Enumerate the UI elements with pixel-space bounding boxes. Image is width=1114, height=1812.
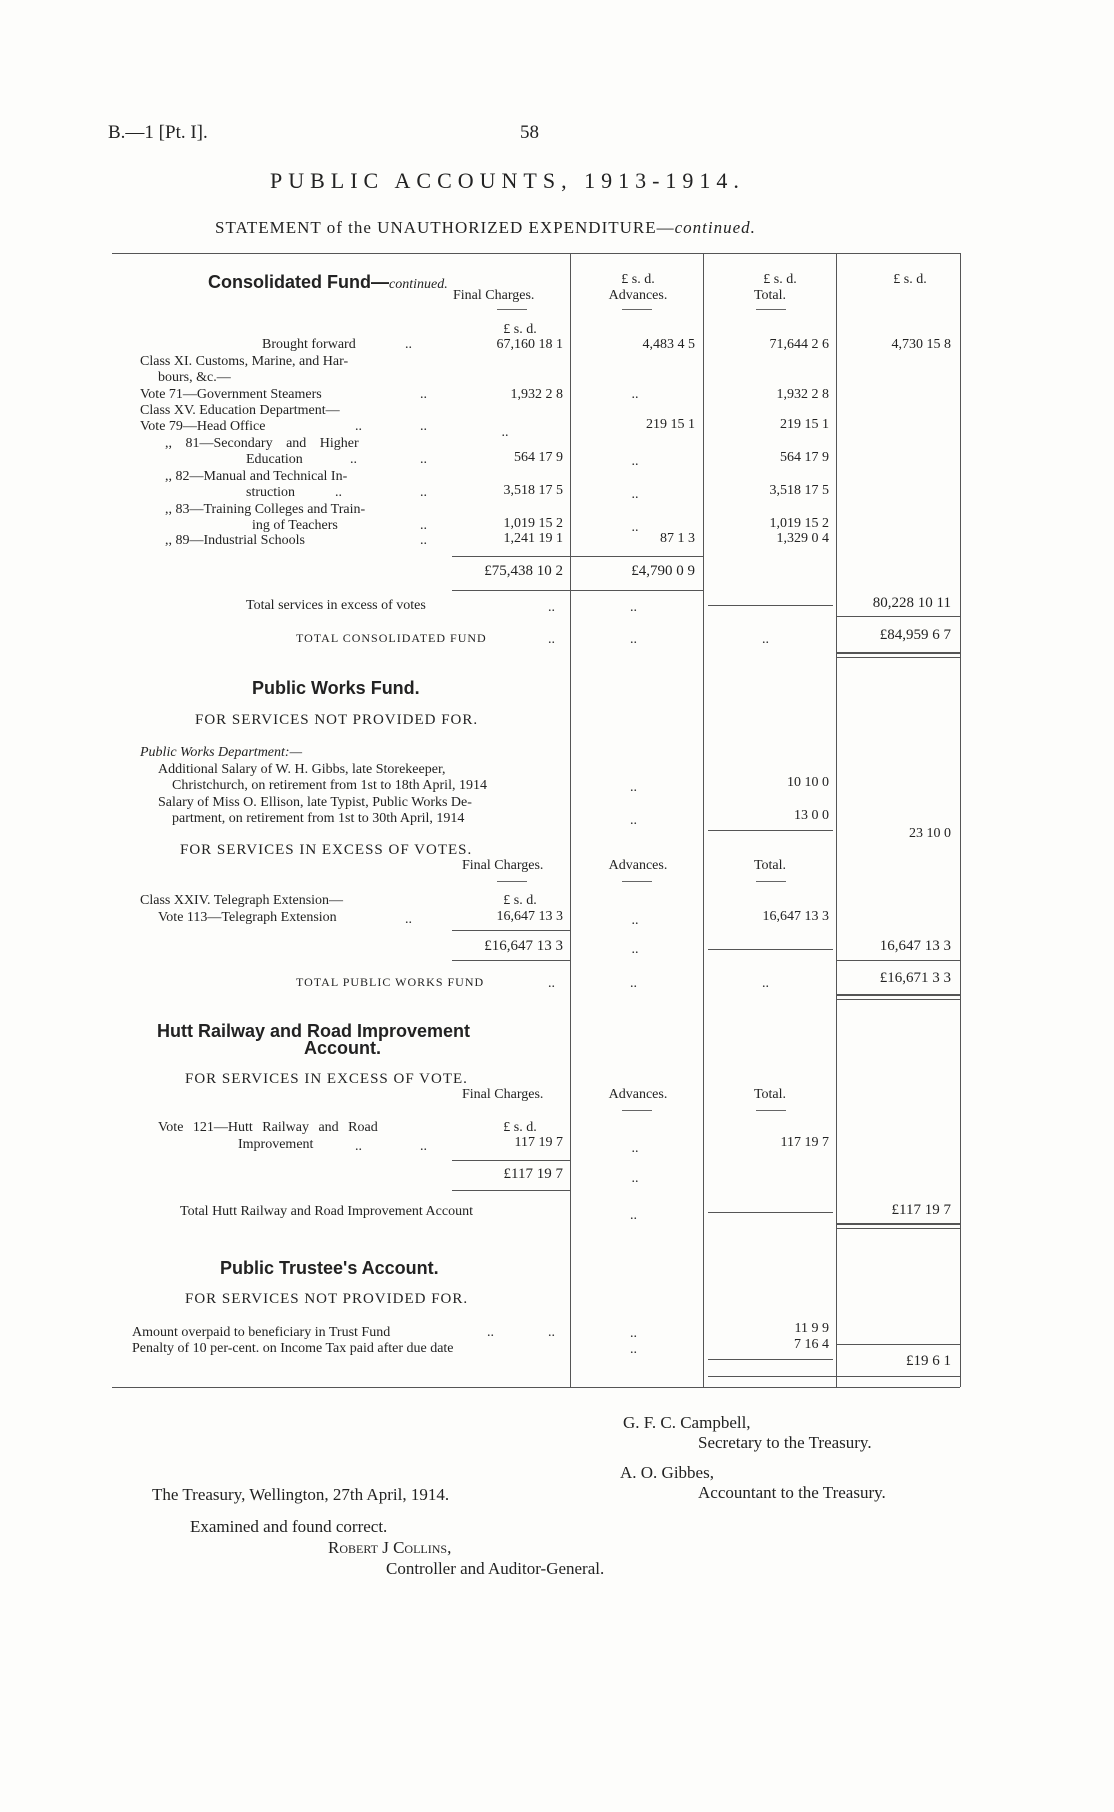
double-rule [836, 657, 960, 658]
excess-label: Total services in excess of votes [246, 598, 426, 613]
public-works-heading: Public Works Fund. [252, 678, 420, 698]
leader-dots: .. [548, 976, 555, 991]
excess-rule [836, 616, 960, 617]
final-value: 67,160 18 1 [496, 337, 563, 352]
excess-rule [836, 1344, 960, 1345]
leader-dots: .. [630, 780, 637, 795]
row-label-cont: ing of Teachers [252, 518, 338, 533]
leader-dots: .. [487, 1325, 494, 1340]
page-title: PUBLIC ACCOUNTS, 1913-1914. [270, 168, 745, 193]
subtotal-rule [570, 556, 703, 557]
final-charges-header: Final Charges. [462, 858, 544, 873]
final-value: 3,518 17 5 [503, 483, 563, 498]
total-public-works-value: £16,671 3 3 [879, 970, 951, 986]
subtotal-rule [452, 960, 570, 961]
document-reference: B.—1 [Pt. I]. [108, 122, 208, 143]
excess-vote-heading: FOR SERVICES IN EXCESS OF VOTE. [185, 1071, 468, 1087]
col-divider-excess [836, 253, 837, 1387]
item-label-cont: partment, on retirement from 1st to 30th April, 1914 [172, 811, 465, 826]
place-date: The Treasury, Wellington, 27th April, 1914. [152, 1485, 450, 1504]
total-value: 564 17 9 [780, 450, 829, 465]
item-label: Penalty of 10 per-cent. on Income Tax paid after due date [132, 1341, 454, 1356]
total-lsd-header: £ s. d. [763, 272, 797, 287]
leader-dots: .. [630, 1208, 637, 1223]
final-lsd-header: £ s. d. [503, 893, 537, 908]
double-rule [836, 652, 960, 654]
advances-value: .. [631, 487, 639, 502]
leader-dots: .. [420, 533, 427, 548]
class-heading: Class XXIV. Telegraph Extension— [140, 893, 344, 908]
item-label: Amount overpaid to beneficiary in Trust Fund [132, 1325, 391, 1340]
total-consolidated-value: £84,959 6 7 [879, 627, 951, 643]
advances-value: 4,483 4 5 [642, 337, 695, 352]
leader-dots: .. [355, 1139, 362, 1154]
final-lsd-header: £ s. d. [503, 322, 537, 337]
advances-header: Advances. [608, 1087, 668, 1102]
total-rule [708, 1359, 833, 1360]
total-value: 1,329 0 4 [776, 531, 829, 546]
advances-value: .. [631, 913, 639, 928]
leader-dots: .. [548, 600, 555, 615]
subtitle-continued: continued. [674, 218, 756, 237]
leader-dots: .. [762, 976, 769, 991]
total-value: 219 15 1 [780, 417, 829, 432]
total-value: 11 9 9 [794, 1321, 829, 1336]
signatory-collins: Robert J Collins, [328, 1538, 452, 1557]
leader-dots: .. [420, 387, 427, 402]
leader-dots: .. [630, 1342, 637, 1357]
final-value: 1,241 19 1 [503, 531, 563, 546]
total-value: 13 0 0 [794, 808, 829, 823]
signatory-gibbes: A. O. Gibbes, [620, 1463, 714, 1482]
item-label: Additional Salary of W. H. Gibbs, late Storekeeper, [158, 762, 446, 777]
col-divider-total [703, 253, 704, 1387]
leader-dots: .. [548, 632, 555, 647]
leader-dots: .. [630, 976, 637, 991]
final-subtotal: £117 19 7 [503, 1166, 563, 1182]
not-provided-heading: FOR SERVICES NOT PROVIDED FOR. [195, 712, 479, 728]
advances-subtotal: £4,790 0 9 [631, 563, 695, 579]
total-value: 16,647 13 3 [762, 909, 829, 924]
final-subtotal: £16,647 13 3 [484, 938, 563, 954]
leader-dots: .. [548, 1325, 555, 1340]
signatory-campbell-role: Secretary to the Treasury. [698, 1433, 872, 1452]
leader-dots: .. [630, 632, 637, 647]
row-label: Brought forward [262, 337, 356, 352]
total-hutt-label: Total Hutt Railway and Road Improvement Account [180, 1204, 473, 1219]
final-subtotal: £75,438 10 2 [484, 563, 563, 579]
excess-value: 16,647 13 3 [879, 938, 951, 954]
advances-value: 219 15 1 [646, 417, 695, 432]
final-value: 564 17 9 [514, 450, 563, 465]
advances-value: .. [631, 520, 639, 535]
examined-note: Examined and found correct. [190, 1517, 388, 1536]
not-provided-heading: FOR SERVICES NOT PROVIDED FOR. [185, 1291, 469, 1307]
final-charges-header: Final Charges. [462, 1087, 544, 1102]
final-value: .. [501, 425, 509, 440]
advances-value: .. [631, 387, 639, 402]
advances-value: .. [631, 1171, 639, 1186]
advances-value: .. [631, 942, 639, 957]
signatory-campbell: G. F. C. Campbell, [623, 1413, 751, 1432]
total-public-works-label: TOTAL PUBLIC WORKS FUND [296, 975, 485, 989]
table-right-border [960, 253, 961, 1387]
table-bottom-rule [112, 1387, 960, 1388]
leader-dots: .. [630, 1326, 637, 1341]
page-subtitle [215, 218, 756, 238]
leader-dots: .. [630, 600, 637, 615]
consolidated-fund-heading: Consolidated Fund—continued. [208, 272, 448, 292]
final-value: 1,019 15 2 [503, 516, 563, 531]
excess-votes-heading: FOR SERVICES IN EXCESS OF VOTES. [180, 842, 473, 858]
subtitle-main: STATEMENT of the UNAUTHORIZED EXPENDITURE— [215, 218, 675, 237]
double-rule [836, 994, 960, 996]
leader-dots: .. [350, 452, 357, 467]
class-heading: Class XV. Education Department— [140, 403, 340, 418]
double-rule [836, 1228, 960, 1229]
leader-dots: .. [355, 419, 362, 434]
department-heading: Public Works Department:— [140, 745, 303, 760]
total-value: 117 19 7 [780, 1135, 829, 1150]
excess-value: 23 10 0 [909, 826, 951, 841]
row-label-cont: Improvement [238, 1137, 314, 1152]
leader-dots: .. [420, 452, 427, 467]
total-value: 3,518 17 5 [769, 483, 829, 498]
leader-dots: .. [762, 632, 769, 647]
leader-dots: .. [420, 419, 427, 434]
item-label-cont: Christchurch, on retirement from 1st to 18th April, 1914 [172, 778, 487, 793]
table-top-rule [112, 253, 960, 254]
row-label: ,, 81—Secondary and Higher [165, 436, 359, 451]
advances-value: .. [631, 454, 639, 469]
total-trustee-value: £19 6 1 [906, 1353, 951, 1369]
double-rule [836, 1223, 960, 1225]
final-lsd-header: £ s. d. [503, 1120, 537, 1135]
subtotal-rule [452, 556, 570, 557]
row-label: ,, 83—Training Colleges and Train- [165, 502, 366, 517]
signatory-gibbes-role: Accountant to the Treasury. [698, 1483, 886, 1502]
leader-dots: .. [420, 518, 427, 533]
row-label: Vote 113—Telegraph Extension [158, 910, 337, 925]
leader-dots: .. [420, 485, 427, 500]
total-value: 71,644 2 6 [769, 337, 829, 352]
signatory-collins-role: Controller and Auditor-General. [386, 1559, 605, 1578]
excess-rule [836, 960, 960, 961]
subtotal-rule [452, 590, 703, 591]
subtotal-rule [452, 1160, 570, 1161]
subtotal-rule [452, 930, 570, 931]
row-label: Vote 71—Government Steamers [140, 387, 322, 402]
leader-dots: .. [335, 485, 342, 500]
row-label: ,, 89—Industrial Schools [165, 533, 305, 548]
row-label-cont: struction [246, 485, 295, 500]
subtotal-rule [452, 1190, 570, 1191]
leader-dots: .. [630, 813, 637, 828]
excess-value: 80,228 10 11 [872, 595, 951, 611]
row-label-cont: Education [246, 452, 303, 467]
total-hutt-value: £117 19 7 [891, 1202, 951, 1218]
total-header: Total. [753, 288, 787, 303]
total-rule [708, 949, 833, 950]
excess-value: 4,730 15 8 [891, 337, 951, 352]
total-rule [708, 1212, 833, 1213]
item-label: Salary of Miss O. Ellison, late Typist, Public Works De- [158, 795, 472, 810]
advances-value: 87 1 3 [660, 531, 695, 546]
row-label: Vote 121—Hutt Railway and Road [158, 1120, 378, 1135]
hutt-heading: Hutt Railway and Road Improvement [157, 1021, 471, 1041]
leader-dots: .. [420, 1139, 427, 1154]
final-value: 117 19 7 [514, 1135, 563, 1150]
total-value: 1,019 15 2 [769, 516, 829, 531]
total-rule [708, 605, 833, 606]
final-value: 16,647 13 3 [496, 909, 563, 924]
public-trustee-heading: Public Trustee's Account. [220, 1258, 439, 1278]
class-heading-cont: bours, &c.— [158, 370, 231, 385]
total-consolidated-label: TOTAL CONSOLIDATED FUND [296, 631, 487, 645]
advances-lsd-header: £ s. d. [621, 272, 655, 287]
total-value: 7 16 4 [794, 1337, 829, 1352]
hutt-heading-cont: Account. [304, 1038, 382, 1058]
total-value: 10 10 0 [787, 775, 829, 790]
row-label: Vote 79—Head Office [140, 419, 266, 434]
double-rule [836, 999, 960, 1000]
leader-dots: .. [405, 912, 412, 927]
advances-header: Advances. [608, 288, 668, 303]
advances-header: Advances. [608, 858, 668, 873]
total-value: 1,932 2 8 [776, 387, 829, 402]
row-label: ,, 82—Manual and Technical In- [165, 469, 348, 484]
advances-value: .. [631, 1141, 639, 1156]
double-rule [708, 1376, 960, 1377]
page-number: 58 [520, 122, 539, 143]
final-value: 1,932 2 8 [510, 387, 563, 402]
total-header: Total. [753, 1087, 787, 1102]
class-heading: Class XI. Customs, Marine, and Har- [140, 354, 349, 369]
excess-lsd-header: £ s. d. [893, 272, 927, 287]
col-divider-advances [570, 253, 571, 1387]
final-charges-header: Final Charges. [453, 288, 535, 303]
total-rule [708, 830, 833, 831]
leader-dots: .. [405, 337, 412, 352]
total-header: Total. [753, 858, 787, 873]
